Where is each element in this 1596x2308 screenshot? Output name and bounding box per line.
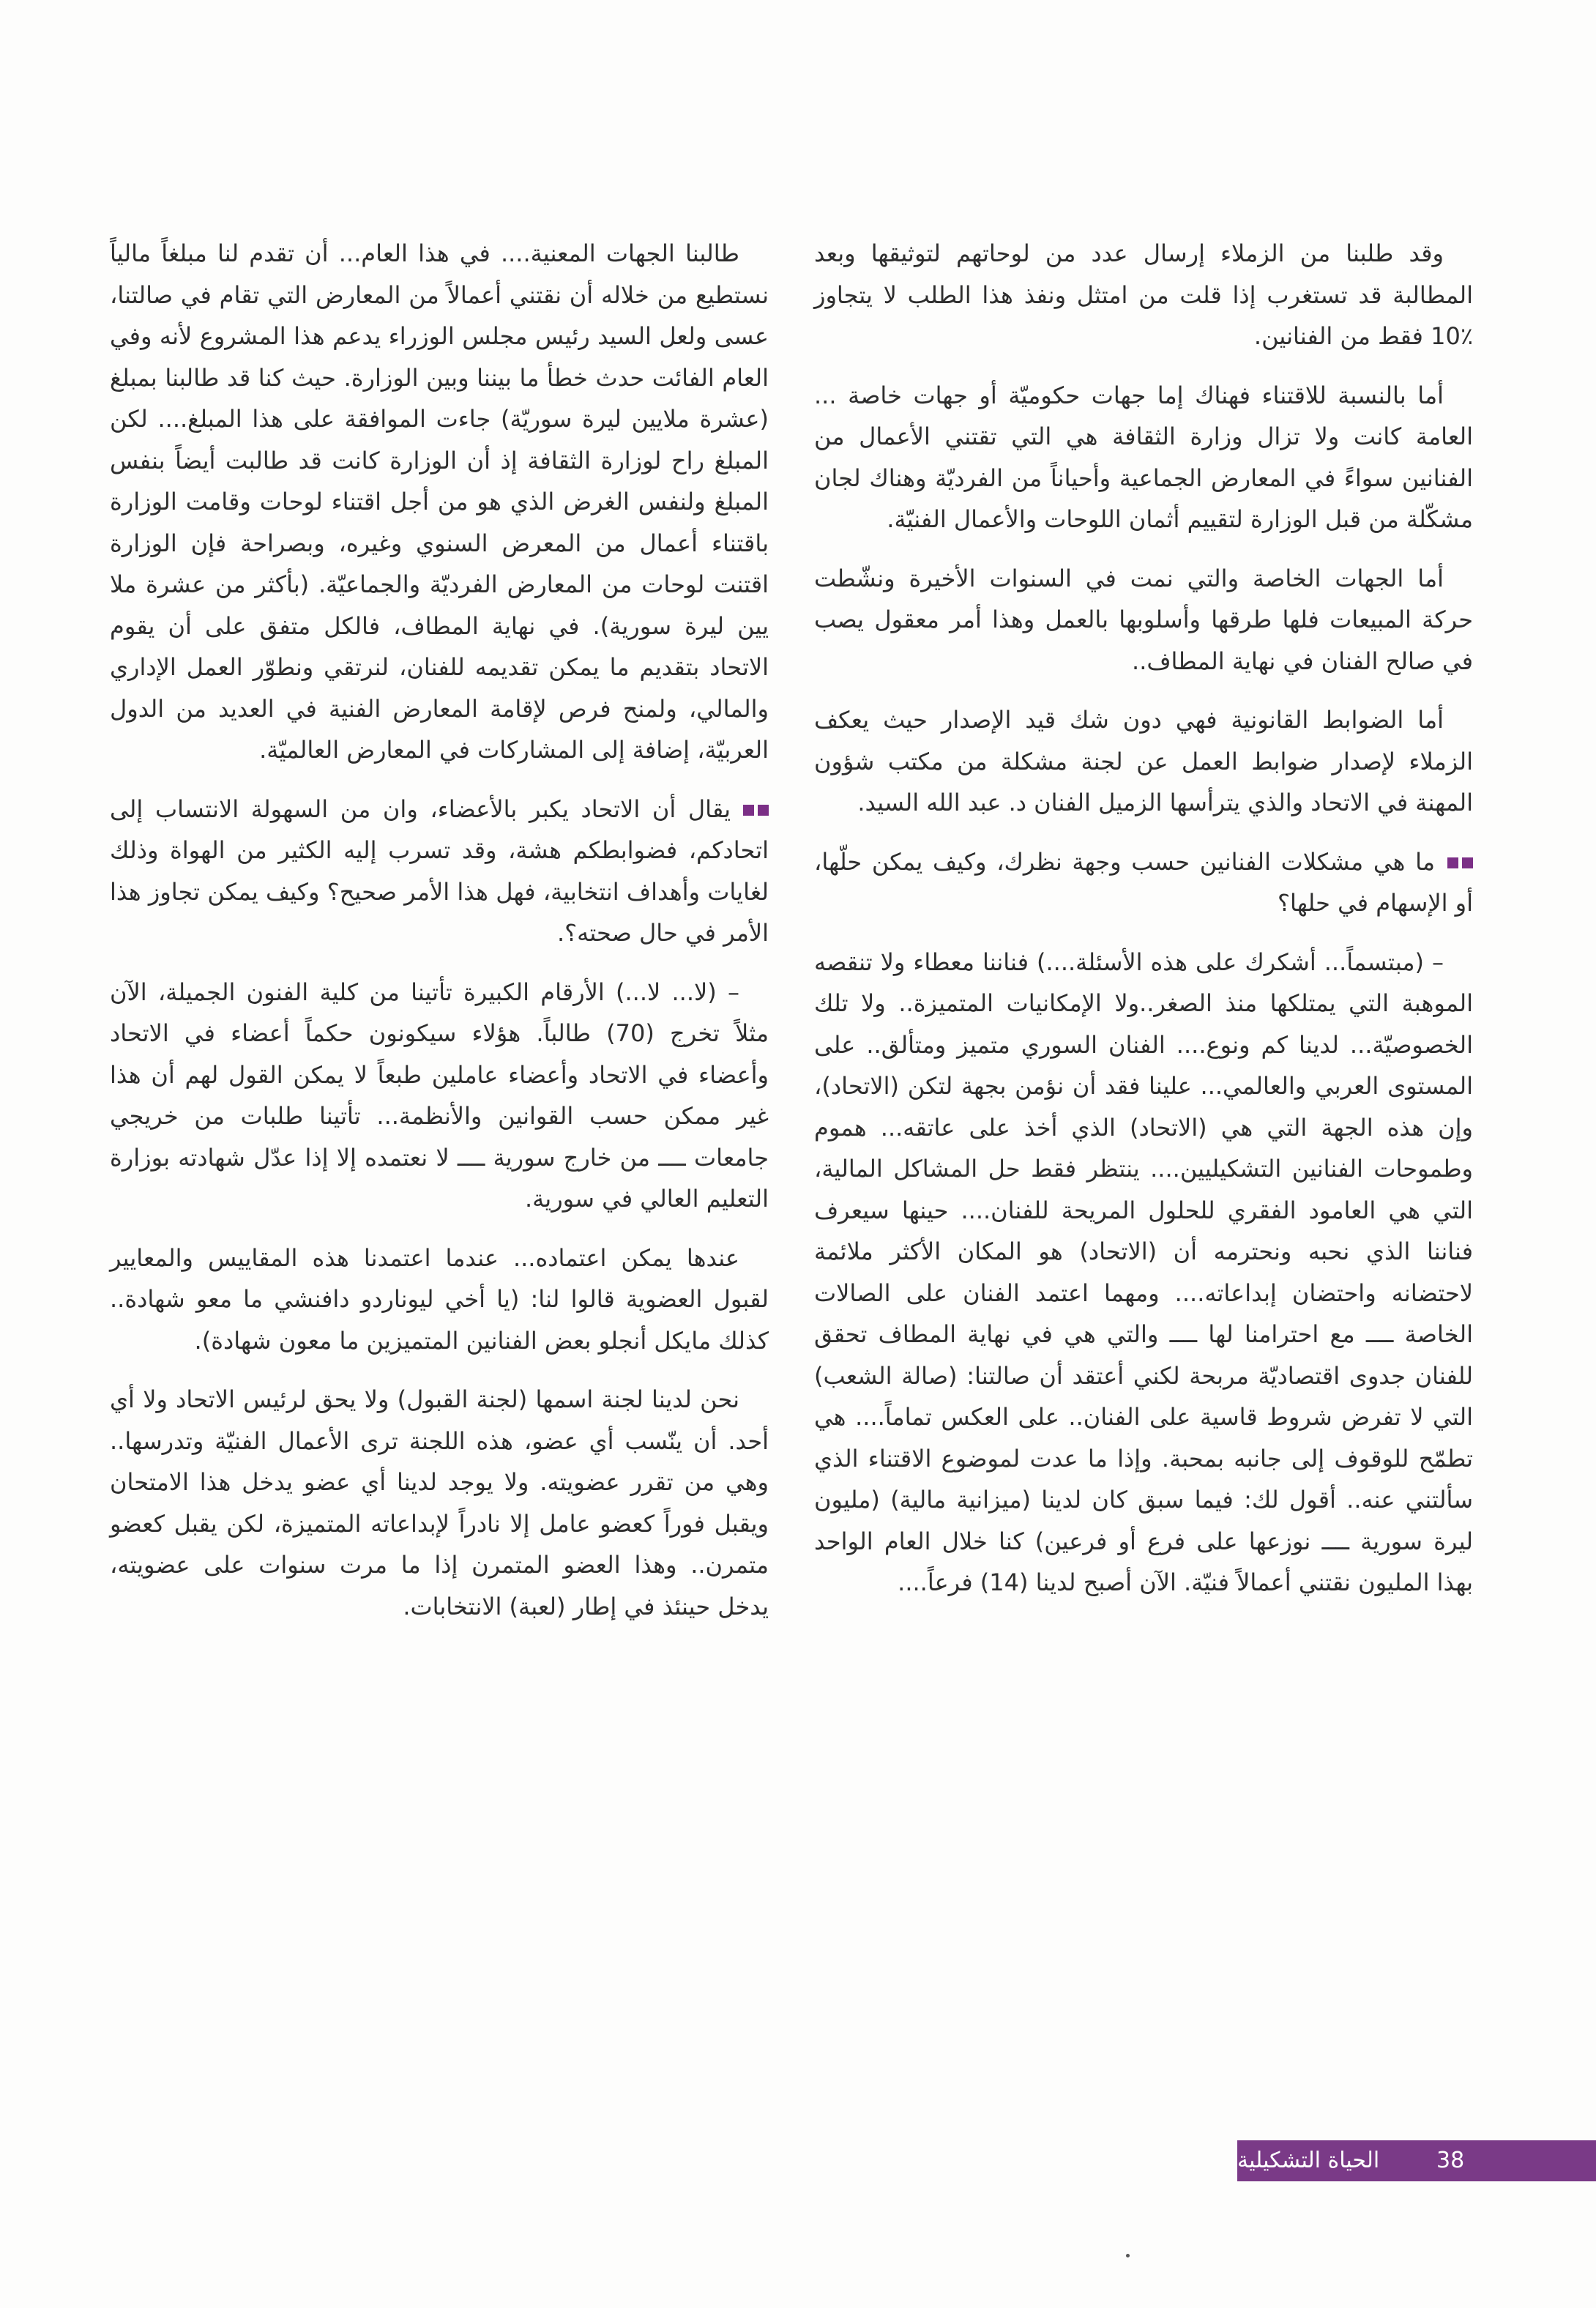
question-text: ما هي مشكلات الفنانين حسب وجهة نظرك، وكيف يمكن حلّها، أو الإسهام في حلها؟ — [814, 847, 1473, 917]
paragraph: طالبنا الجهات المعنية.... في هذا العام... أن تقدم لنا مبلغاً مالياً نستطيع من خلاله أن نقتني أعمالاً من المعارض التي تقام في صالتنا، عسى ولعل السيد رئيس مجلس الوزراء يدعم هذا المشروع لأنه وفي العام الفائت حدث خطأ ما بيننا وبين الوزارة. حيث كنا قد طالبنا بمبلغ (عشرة ملايين ليرة سوريّة) جاءت الموافقة على هذا المبلغ.... لكن المبلغ راح لوزارة الثقافة إذ أن الوزارة كانت قد طالبت أيضاً بنفس المبلغ ولنفس الغرض الذي هو من أجل اقتناء لوحات وقامت الوزارة باقتناء أعمال من المعرض السنوي وغيره، وبصراحة فإن الوزارة اقتنت لوحات من المعارض الفرديّة والجماعيّة. (بأكثر من عشرة ملا يين ليرة سورية). في نهاية المطاف، فالكل متفق على أن يقوم الاتحاد بتقديم ما يمكن تقديمه للفنان، لنرتقي ونطوّر العمل الإداري والمالي، ولمنح فرص لإقامة المعارض الفنية في العديد من الدول العربيّة، إضافة إلى المشاركات في المعارض العالميّة. — [110, 239, 769, 764]
paragraph: أما الضوابط القانونية فهي دون شك قيد الإصدار حيث يعكف الزملاء لإصدار ضوابط العمل عن لجنة مشكلة من مكتب شؤون المهنة في الاتحاد والذي يترأسها الزميل الفنان د. عبد الله السيد. — [814, 706, 1473, 816]
paragraph: أما الجهات الخاصة والتي نمت في السنوات الأخيرة ونشّطت حركة المبيعات فلها طرقها وأسلوبها بالعمل وهذا أمر معقول يصب في صالح الفنان في نهاية المطاف.. — [814, 564, 1473, 675]
page-number: 38 — [1436, 2148, 1465, 2173]
paragraph: عندها يمكن اعتماده... عندما اعتمدنا هذه المقاييس والمعايير لقبول العضوية قالوا لنا: (يا أخي ليوناردو دافنشي ما معو شهادة.. كذلك مايكل أنجلو بعض الفنانين المتميزين ما معون شهادة). — [110, 1243, 769, 1355]
interview-question — [814, 841, 1473, 924]
question-bullet-icon — [1445, 857, 1473, 869]
paragraph: وقد طلبنا من الزملاء إرسال عدد من لوحاتهم لتوثيقها وبعد المطالبة قد تستغرب إذا قلت من امتثل ونفذ هذا الطلب لا يتجاوز ٪10 فقط من الفنانين. — [814, 239, 1473, 350]
paragraph: أما بالنسبة للاقتناء فهناك إما جهات حكوميّة أو جهات خاصة ... العامة كانت ولا تزال وزارة الثقافة هي التي تقتني الأعمال من الفنانين سواءً في المعارض الجماعية وأحياناً من الفرديّة وهناك لجان مشكّلة من قبل الوزارة لتقييم أثمان اللوحات والأعمال الفنيّة. — [814, 381, 1473, 533]
question-text: يقال أن الاتحاد يكبر بالأعضاء، وان من السهولة الانتساب إلى اتحادكم، فضوابطكم هشة، وقد تسرب إليه الكثير من الهواة وذلك لغايات وأهداف انتخابية، فهل هذا الأمر صحيح؟ وكيف يمكن تجاوز هذا الأمر في حال صحته؟. — [110, 794, 769, 947]
paragraph: – (لا... لا...) الأرقام الكبيرة تأتينا من كلية الفنون الجميلة، الآن مثلاً تخرج (70) طالباً. هؤلاء سيكونون حكماً أعضاء في الاتحاد وأعضاء في الاتحاد وأعضاء عاملين طبعاً لا يمكن القول لهم أن هذا غير ممكن حسب القوانين والأنظمة... تأتينا طلبات من خريجي جامعات ــــ من خارج سورية ــــ لا نعتمده إلا إذا عدّل شهادته بوزارة التعليم العالي في سورية. — [110, 978, 769, 1213]
paragraph: – (مبتسماً... أشكرك على هذه الأسئلة....) فناننا معطاء ولا تنقصه الموهبة التي يمتلكها منذ الصغر..ولا الإمكانيات المتميزة.. ولا تلك الخصوصيّة... لدينا كم ونوع.... الفنان السوري متميز ومتألق.. على المستوى العربي والعالمي... علينا فقد أن نؤمن بجهة لتكن (الاتحاد)، وإن هذه الجهة التي هي (الاتحاد) الذي أخذ على عاتقه... هموم وطموحات الفنانين التشكيليين.... ينتظر فقط حل المشاكل المالية، التي هي العامود الفقري للحلول المريحة للفنان.... حينها سيعرف فناننا الذي نحبه ونحترمه أن (الاتحاد) هو المكان الأكثر ملائمة لاحتضانه واحتضان إبداعاته.... ومهما اعتمد الفنان على الصالات الخاصة ــــ مع احترامنا لها ــــ والتي هي في نهاية المطاف تحقق للفنان جدوى اقتصاديّة مربحة لكني أعتقد أن صالتنا: (صالة الشعب) التي لا تفرض شروط قاسية على الفنان.. على العكس تماماً.... هي تطمّح للوقوف إلى جانبه بمحبة. وإذا ما عدت لموضوع الاقتناء الذي سألتني عنه.. أقول لك: فيما سبق كان لدينا (ميزانية مالية) (مليون ليرة سورية ــــ نوزعها على فرع أو فرعين) كنا خلال العام الواحد بهذا المليون نقتني أعمالاً فنيّة. الآن أصبح لدينا (14) فرعاً.... — [814, 948, 1473, 1596]
interview-question — [110, 789, 769, 954]
question-bullet-icon — [741, 805, 769, 816]
right-text-column — [814, 233, 1473, 1621]
magazine-title: الحياة التشكيلية — [1237, 2148, 1380, 2173]
paragraph: نحن لدينا لجنة اسمها (لجنة القبول) ولا يحق لرئيس الاتحاد ولا أي أحد. أن ينّسب أي عضو، هذه اللجنة ترى الأعمال الفنيّة وتدرسها.. وهي من تقرر عضويته. ولا يوجد لدينا أي عضو يدخل هذا الامتحان ويقبل فوراً كعضو عامل إلا نادراً لإبداعاته المتميزة، لكن يقبل كعضو متمرن.. وهذا العضو المتمرن إذا ما مرت سنوات على عضويته، يدخل حينئذ في إطار (لعبة) الانتخابات. — [110, 1385, 769, 1620]
print-speck — [1126, 2254, 1130, 2257]
left-text-column — [110, 233, 769, 1645]
